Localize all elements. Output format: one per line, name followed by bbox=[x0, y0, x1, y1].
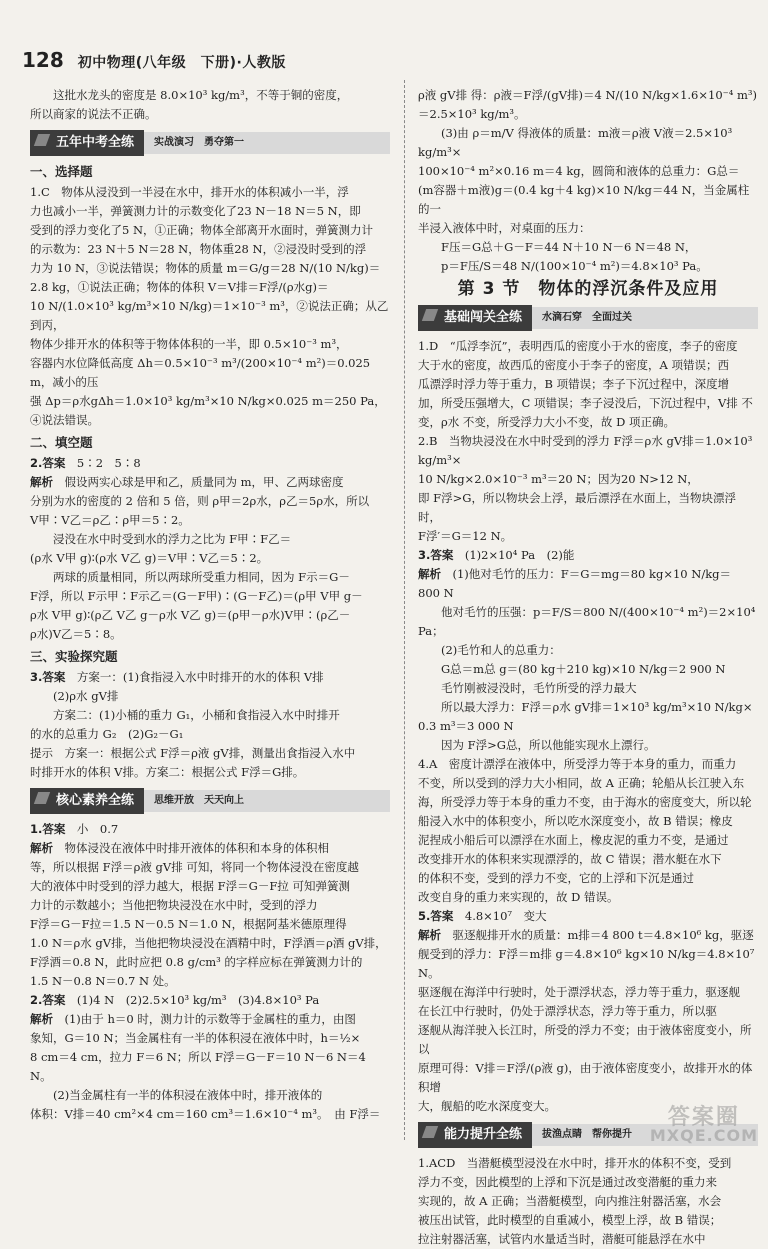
answer-2 bbox=[418, 432, 758, 546]
text-line: 因为 F浮>G总，所以他能实现水上漂行。 bbox=[441, 738, 656, 752]
answer-label: 1.答案 bbox=[30, 822, 66, 836]
answer-label: 2.答案 bbox=[30, 456, 66, 470]
text-line: (2)当金属柱有一半的体积浸在液体中时，排开液体的 bbox=[53, 1088, 323, 1102]
text-line: 2.8 kg，①说法正确；物体的体积 V＝V排＝F浮/(ρ水g)＝ bbox=[30, 280, 329, 294]
text-line: 实现的，故 A 正确；当潜艇模型，向内推注射器活塞，水会 bbox=[418, 1194, 722, 1208]
text-line: 物体浸没在液体中时排开液体的体积和本身的体积相 bbox=[64, 841, 329, 855]
text-line: 瓜漂浮时浮力等于重力，B 项错误；李子下沉过程中，深度增 bbox=[418, 377, 730, 391]
text-line: 受到的浮力变化了5 N，①正确；物体全部离开水面时，弹簧测力计 bbox=[30, 223, 374, 237]
text-line: 的示数为：23 N＋5 N＝28 N，物体重28 N，②浸没时受到的浮 bbox=[30, 242, 367, 256]
answer-label: 5.答案 bbox=[418, 909, 454, 923]
answer-value: (1)2×10⁴ Pa (2)能 bbox=[464, 548, 575, 562]
text-line: 这批水龙头的密度是 8.0×10³ kg/m³，不等于铜的密度， bbox=[53, 88, 349, 102]
text-line: 容器内水位降低高度 Δh＝0.5×10⁻³ m³/(200×10⁻⁴ m²)＝0.025 m，减小的压 bbox=[30, 356, 371, 389]
text-line: 毛竹刚被浸没时，毛竹所受的浮力最大 bbox=[441, 681, 637, 695]
text-line: 逐舰从海洋驶入长江时，所受的浮力不变；由于液体密度变小，所以 bbox=[418, 1023, 752, 1056]
text-line: ρ水)V乙＝5∶8。 bbox=[30, 627, 122, 641]
banner-title: 五年中考全练 bbox=[30, 130, 144, 156]
text-line: (ρ水 V甲 g)∶(ρ水 V乙 g)＝V甲∶V乙＝5∶2。 bbox=[30, 551, 269, 565]
text-line: 等，所以根据 F浮＝ρ液 gV排 可知，将同一个物体浸没在密度越 bbox=[30, 860, 359, 874]
column-divider bbox=[404, 80, 405, 1140]
answer-label: 3.答案 bbox=[418, 548, 454, 562]
answer-value: 4.8×10⁷ 变大 bbox=[464, 909, 547, 923]
section-banner-hexin bbox=[30, 788, 390, 814]
banner-subtitle: 思维开放 天天向上 bbox=[144, 790, 390, 812]
text-line: 2.B 当物块浸没在水中时受到的浮力 F浮＝ρ水 gV排＝1.0×10³ kg/m³× bbox=[418, 434, 753, 467]
text-line: (2)毛竹和人的总重力： bbox=[441, 643, 561, 657]
text-line: (m容器＋m液)g＝(0.4 kg＋4 kg)×10 N/kg＝44 N，当金属柱的一 bbox=[418, 183, 750, 216]
text-line: 海，所受浮力等于本身的重力不变，由于海水的密度变大，所以轮 bbox=[418, 795, 752, 809]
answer-value: 5∶2 5∶8 bbox=[76, 456, 141, 470]
text-line: 力计的示数越小；当他把物块浸没在水中时，受到的浮力 bbox=[30, 898, 318, 912]
banner-subtitle: 实战演习 勇夺第一 bbox=[144, 132, 390, 154]
right-column bbox=[418, 86, 758, 1249]
text-line: 分别为水的密度的 2 倍和 5 倍，则 ρ甲＝2ρ水，ρ乙＝5ρ水，所以 bbox=[30, 494, 370, 508]
text-line: 半浸入液体中时，对桌面的压力： bbox=[418, 221, 591, 235]
text-line: G总＝m总 g＝(80 kg＋210 kg)×10 N/kg＝2 900 N bbox=[441, 662, 726, 676]
text-line: 舰受到的浮力：F浮＝m排 g＝4.8×10⁶ kg×10 N/kg＝4.8×10⁷ N。 bbox=[418, 947, 755, 980]
text-line: F浮＝G－F拉＝1.5 N－0.5 N＝1.0 N，根据阿基米德原理得 bbox=[30, 917, 347, 931]
text-line: 800 N bbox=[418, 586, 454, 600]
section-banner-wunian bbox=[30, 130, 390, 156]
text-line: 拉注射器活塞，试管内水量适当时，潜艇可能悬浮在水中 bbox=[418, 1232, 706, 1246]
analysis-label: 解析 bbox=[30, 1012, 53, 1026]
text-line: ρ水 V甲 g)∶(ρ乙 V乙 g－ρ水 V乙 g)＝(ρ甲－ρ水)V甲∶(ρ乙－ bbox=[30, 608, 351, 622]
text-line: 大于水的密度，故西瓜的密度小于李子的密度，A 项错误；西 bbox=[418, 358, 729, 372]
text-line: 加，所受压强增大，C 项错误；李子浸没后，下沉过程中，V排 不 bbox=[418, 396, 753, 410]
question-1 bbox=[30, 183, 390, 430]
section-heading: 三、实验探究题 bbox=[30, 649, 118, 664]
text-line: (1)由于 h＝0 时，测力计的示数等于金属柱的重力，由图 bbox=[64, 1012, 356, 1026]
page-number: 128 bbox=[22, 48, 64, 72]
text-line: 改变自身的重力来实现的，故 D 错误。 bbox=[418, 890, 619, 904]
text-line: 力也减小一半，弹簧测力计的示数变化了23 N－18 N＝5 N，即 bbox=[30, 204, 361, 218]
text-line: 提示 方案一：根据公式 F浮＝ρ液 gV排，测量出食指浸入水中 bbox=[30, 746, 356, 760]
text-line: 时排开水的体积 V排。方案二：根据公式 F浮＝G排。 bbox=[30, 765, 305, 779]
answer-1 bbox=[418, 337, 758, 432]
answer-5 bbox=[418, 907, 758, 1116]
watermark-line: 答案圈 bbox=[667, 1105, 740, 1130]
analysis-label: 解析 bbox=[418, 928, 441, 942]
text-line: 的体积不变，受到的浮力不变，它的上浮和下沉是通过 bbox=[418, 871, 694, 885]
question-4 bbox=[30, 820, 390, 991]
chapter-title: 第 3 节 物体的浮沉条件及应用 bbox=[457, 279, 719, 299]
text-line: 所以最大浮力：F浮＝ρ水 gV排＝1×10³ kg/m³×10 N/kg× bbox=[441, 700, 753, 714]
text-line: 物体少排开水的体积等于物体体积的一半，即 0.5×10⁻³ m³， bbox=[30, 337, 348, 351]
text-line: 改变排开水的体积来实现漂浮的，故 C 错误；潜水艇在水下 bbox=[418, 852, 722, 866]
text-line: 船浸入水中的体积变小，所以吃水深度变小，故 B 错误；橡皮 bbox=[418, 814, 733, 828]
text-line: 0.3 m³＝3 000 N bbox=[418, 719, 514, 733]
page-header bbox=[22, 48, 286, 78]
text-line: 10 N/kg×2.0×10⁻³ m³＝20 N；因为20 N>12 N， bbox=[418, 472, 699, 486]
text-line: (3)由 ρ＝m/V 得液体的质量：m液＝ρ液 V液＝2.5×10³ kg/m³× bbox=[418, 126, 733, 159]
text-line: 100×10⁻⁴ m²×0.16 m＝4 kg，圆筒和液体的总重力：G总＝ bbox=[418, 164, 740, 178]
text-line: 8 cm＝4 cm，拉力 F＝6 N；所以 F浮＝G－F＝10 N－6 N＝4 N。 bbox=[30, 1050, 366, 1083]
text-line: ρ液 gV排 得：ρ液＝F浮/(gV排)＝4 N/(10 N/kg×1.6×10⁻⁴ m³)＝2.5×10³ kg/m³。 bbox=[418, 88, 757, 121]
analysis-label: 解析 bbox=[418, 567, 441, 581]
text-line: 被压出试管，此时模型的自重减小，模型上浮，故 B 错误； bbox=[418, 1213, 722, 1227]
text-line: 大的液体中时受到的浮力越大，根据 F浮＝G－F拉 可知弹簧测 bbox=[30, 879, 350, 893]
question-2 bbox=[30, 454, 390, 644]
analysis-label: 解析 bbox=[30, 841, 53, 855]
text-line: 体积：V排＝40 cm²×4 cm＝160 cm³＝1.6×10⁻⁴ m³。 由 F浮＝ bbox=[30, 1107, 381, 1121]
text-line: F浮酒＝0.8 N，此时应把 0.8 g/cm³ 的字样应标在弹簧测力计的 bbox=[30, 955, 363, 969]
text-line: 大，舰船的吃水深度变大。 bbox=[418, 1099, 556, 1113]
text-line: 不变，所以受到的浮力大小相同，故 A 正确；轮船从长江驶入东 bbox=[418, 776, 745, 790]
text-line: 1.D “瓜浮李沉”，表明西瓜的密度小于水的密度，李子的密度 bbox=[418, 339, 738, 353]
text-line: 在长江中行驶时，仍处于漂浮状态，浮力等于重力，所以驱 bbox=[418, 1004, 717, 1018]
book-title: 初中物理(八年级 下册)·人教版 bbox=[77, 55, 286, 71]
text-line: F浮′＝G＝12 N。 bbox=[418, 529, 513, 543]
banner-subtitle: 拔渔点睛 帮你提升 bbox=[532, 1124, 758, 1146]
text-line: 所以商家的说法不正确。 bbox=[30, 107, 157, 121]
text-line: (2)ρ水 gV排 bbox=[53, 689, 119, 703]
answer-label: 2.答案 bbox=[30, 993, 66, 1007]
section-heading: 一、选择题 bbox=[30, 164, 93, 179]
text-line: F浮，所以 F示甲∶F示乙＝(G－F甲)∶(G－F乙)＝(ρ甲 V甲 g－ bbox=[30, 589, 363, 603]
text-line: p＝F压/S＝48 N/(100×10⁻⁴ m²)＝4.8×10³ Pa。 bbox=[441, 259, 708, 273]
text-line: 强 Δp＝ρ水gΔh＝1.0×10³ kg/m³×10 N/kg×0.025 m＝250 Pa， bbox=[30, 394, 386, 408]
continued-solution bbox=[418, 86, 758, 276]
text-line: 泥捏成小船后可以漂浮在水面上，橡皮泥的重力不变，是通过 bbox=[418, 833, 729, 847]
text-line: 驱逐舰排开水的质量：m排＝4 800 t＝4.8×10⁶ kg，驱逐 bbox=[452, 928, 754, 942]
text-line: 的水的总重力 G₂ (2)G₂－G₁ bbox=[30, 727, 184, 741]
text-line: 1.C 物体从浸没到一半浸在水中，排开水的体积减小一半，浮 bbox=[30, 185, 349, 199]
text-line: 变，ρ水 不变，所受浮力大小不变，故 D 项正确。 bbox=[418, 415, 675, 429]
section-banner-jichu bbox=[418, 305, 758, 331]
banner-subtitle: 水滴石穿 全面过关 bbox=[532, 307, 758, 329]
answer-3 bbox=[418, 546, 758, 755]
text-line: 驱逐舰在海洋中行驶时，处于漂浮状态，浮力等于重力，驱逐舰 bbox=[418, 985, 740, 999]
text-line: 1.5 N－0.8 N＝0.7 N 处。 bbox=[30, 974, 176, 988]
text-line: 1.0 N＝ρ水 gV排，当他把物块浸没在酒精中时，F浮酒＝ρ酒 gV排， bbox=[30, 936, 387, 950]
text-line: 他对毛竹的压强：p＝F/S＝800 N/(400×10⁻⁴ m²)＝2×10⁴ Pa； bbox=[418, 605, 756, 638]
text-line: (1)他对毛竹的压力：F＝G＝mg＝80 kg×10 N/kg＝ bbox=[452, 567, 732, 581]
section-heading: 二、填空题 bbox=[30, 435, 93, 450]
text-line: F压＝G总＋G－F＝44 N＋10 N－6 N＝48 N， bbox=[441, 240, 697, 254]
banner-title: 基础闯关全练 bbox=[418, 305, 532, 331]
text-line: 象知，G＝10 N；当金属柱有一半的体积浸在液体中时，h＝½× bbox=[30, 1031, 361, 1045]
text-line: 浸没在水中时受到水的浮力之比为 F甲∶F乙＝ bbox=[53, 532, 292, 546]
text-line: 假设两实心球是甲和乙，质量同为 m，甲、乙两球密度 bbox=[64, 475, 344, 489]
text-line: 即 F浮>G，所以物块会上浮，最后漂浮在水面上，当物块漂浮时， bbox=[418, 491, 736, 524]
watermark-line: MXQE.COM bbox=[649, 1126, 758, 1145]
banner-title: 能力提升全练 bbox=[418, 1122, 532, 1148]
text-line: 1.ACD 当潜艇模型浸没在水中时，排开水的体积不变，受到 bbox=[418, 1156, 732, 1170]
banner-title: 核心素养全练 bbox=[30, 788, 144, 814]
answer-6 bbox=[418, 1154, 758, 1249]
text-line: 力为 10 N，③说法错误；物体的质量 m＝G/g＝28 N/(10 N/kg)＝ bbox=[30, 261, 381, 275]
answer-value: (1)4 N (2)2.5×10³ kg/m³ (3)4.8×10³ Pa bbox=[76, 993, 320, 1007]
text-line: V甲∶V乙＝ρ乙∶ρ甲＝5∶2。 bbox=[30, 513, 190, 527]
question-5 bbox=[30, 991, 390, 1124]
left-column bbox=[30, 86, 390, 1124]
text-line: 方案二：(1)小桶的重力 G₁，小桶和食指浸入水中时排开 bbox=[53, 708, 340, 722]
text-line: ④说法错误。 bbox=[30, 413, 99, 427]
text-line: 浮力不变，因此模型的上浮和下沉是通过改变潜艇的重力来 bbox=[418, 1175, 717, 1189]
text-line: 方案一：(1)食指浸入水中时排开的水的体积 V排 bbox=[76, 670, 324, 684]
text-line: 原理可得：V排＝F浮/(ρ液 g)，由于液体密度变小，故排开水的体积增 bbox=[418, 1061, 753, 1094]
intro-text bbox=[30, 86, 390, 124]
site-watermark bbox=[649, 1105, 758, 1145]
answer-label: 3.答案 bbox=[30, 670, 66, 684]
text-line: 4.A 密度计漂浮在液体中，所受浮力等于本身的重力，而重力 bbox=[418, 757, 737, 771]
text-line: 10 N/(1.0×10³ kg/m³×10 N/kg)＝1×10⁻³ m³，②说法正确；从乙到丙， bbox=[30, 299, 389, 332]
text-line: 两球的质量相同，所以两球所受重力相同，因为 F示＝G－ bbox=[53, 570, 350, 584]
answer-value: 小 0.7 bbox=[76, 822, 119, 836]
question-3 bbox=[30, 668, 390, 782]
answer-4 bbox=[418, 755, 758, 907]
analysis-label: 解析 bbox=[30, 475, 53, 489]
